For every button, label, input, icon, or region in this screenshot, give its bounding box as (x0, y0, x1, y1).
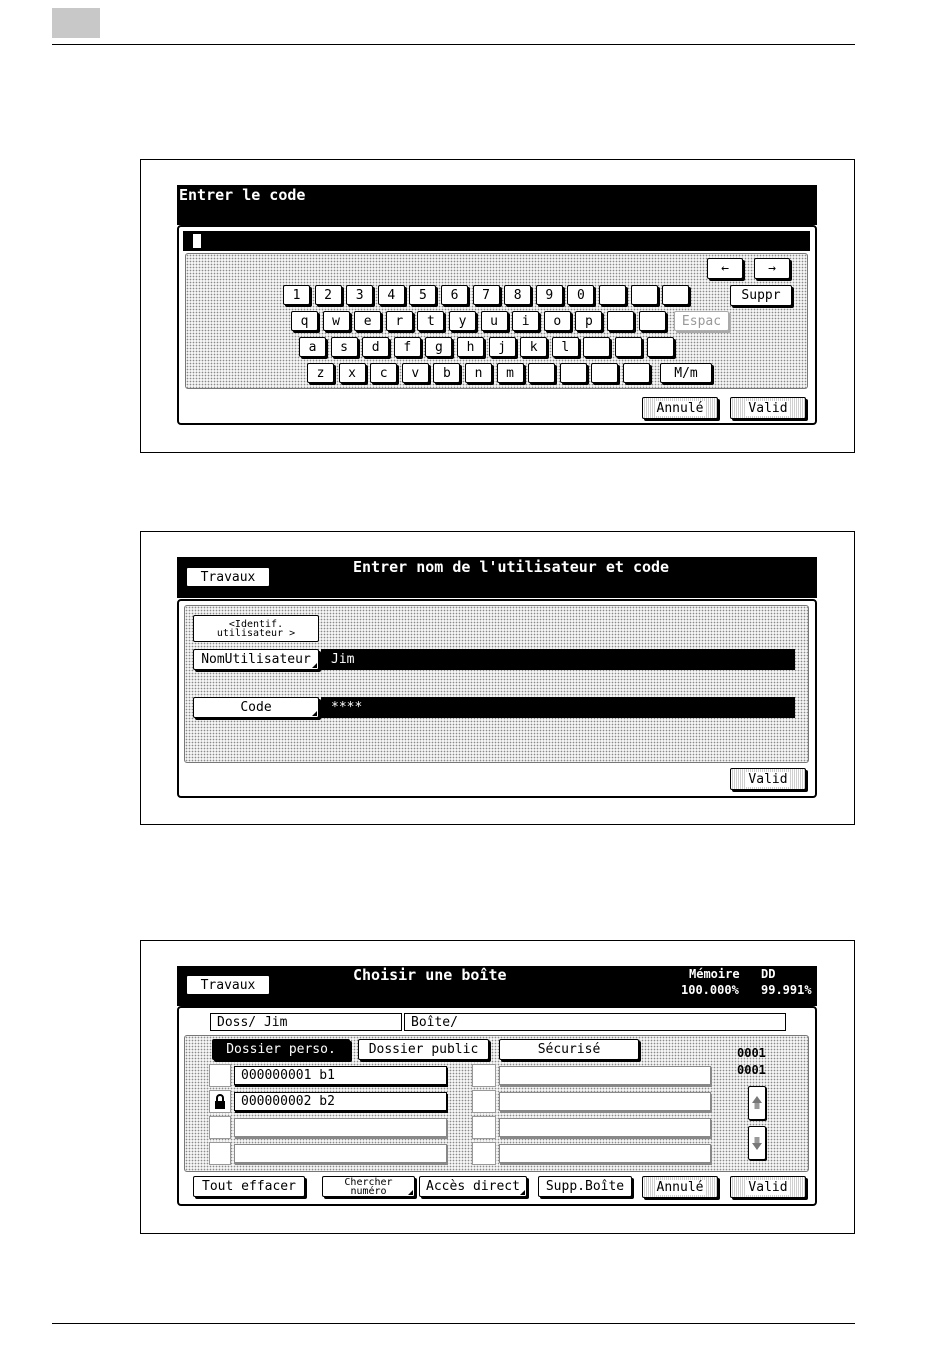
key-blank[interactable] (583, 337, 610, 357)
key-9[interactable]: 9 (536, 285, 563, 305)
key-v[interactable]: v (402, 363, 429, 383)
key-t[interactable]: t (417, 311, 444, 331)
key-a[interactable]: a (299, 337, 326, 357)
key-8[interactable]: 8 (504, 285, 531, 305)
direct-access-label: Accès direct (426, 1179, 520, 1194)
tab-public-label: Dossier public (368, 1042, 479, 1057)
key-u[interactable]: u (481, 311, 508, 331)
jobs-label: Travaux (200, 569, 256, 585)
suppr-label: Suppr (741, 288, 781, 303)
delete-box-label: Supp.Boîte (545, 1179, 625, 1194)
search-number-button[interactable] (322, 1176, 415, 1197)
key-4[interactable]: 4 (378, 285, 405, 305)
key-b[interactable]: b (433, 363, 460, 383)
box-panel (177, 1006, 817, 1206)
key-blank[interactable] (560, 363, 587, 383)
code-field[interactable] (321, 697, 795, 718)
ok-label: Valid (748, 400, 788, 416)
key-blank[interactable] (607, 311, 634, 331)
cursor-right-button[interactable] (754, 258, 790, 279)
code-input[interactable] (183, 231, 810, 251)
search-line2: numéro (350, 1185, 387, 1197)
key-blank[interactable] (599, 285, 626, 305)
box-slot-label: 000000001 b1 (241, 1068, 335, 1083)
box-slot[interactable] (234, 1092, 447, 1111)
key-blank[interactable] (662, 285, 689, 305)
key-0[interactable]: 0 (567, 285, 594, 305)
box-jobs-label: Travaux (200, 977, 256, 993)
arrow-up-icon (751, 1093, 763, 1113)
box-slot[interactable] (499, 1144, 711, 1163)
memory-value: 100.000% (681, 983, 739, 997)
page-current: 0001 (737, 1046, 766, 1060)
box-select-title: Choisir une boîte (353, 966, 507, 984)
user-auth-line2: utilisateur > (216, 627, 296, 639)
text-cursor (193, 234, 201, 248)
key-s[interactable]: s (331, 337, 358, 357)
lock-cell (472, 1142, 496, 1165)
page-total: 0001 (737, 1063, 766, 1077)
code-entry-title: Entrer le code (179, 186, 306, 204)
figure-user-login (140, 531, 855, 825)
key-x[interactable]: x (339, 363, 366, 383)
key-h[interactable]: h (457, 337, 484, 357)
memory-label: Mémoire (689, 967, 740, 981)
key-blank[interactable] (591, 363, 618, 383)
user-login-title: Entrer nom de l'utilisateur et code (353, 558, 670, 576)
box-slot[interactable] (234, 1144, 447, 1163)
code-value: **** (331, 700, 363, 715)
key-6[interactable]: 6 (441, 285, 468, 305)
keyboard-panel (177, 225, 817, 425)
tab-personal-label: Dossier perso. (226, 1042, 336, 1057)
box-ok-label: Valid (748, 1179, 788, 1195)
scroll-down-button[interactable] (748, 1126, 766, 1160)
box-path (404, 1013, 786, 1031)
lock-cell (209, 1090, 231, 1113)
space-label: Espac (681, 313, 722, 329)
direct-access-button[interactable] (419, 1176, 527, 1197)
case-toggle-button[interactable] (660, 363, 712, 383)
page-tab-marker (52, 8, 100, 38)
code-entry-screen (177, 185, 817, 427)
key-blank[interactable] (647, 337, 674, 357)
box-select-screen (177, 966, 817, 1208)
code-label: Code (240, 700, 272, 715)
username-field[interactable] (321, 649, 795, 670)
box-jobs-button[interactable] (186, 975, 270, 995)
folder-path-text: Doss/ Jim (217, 1014, 288, 1030)
header-rule (52, 44, 855, 45)
right-arrow-icon: → (768, 261, 776, 276)
key-i[interactable]: i (512, 311, 539, 331)
username-value: Jim (331, 652, 355, 667)
lock-cell (472, 1090, 496, 1113)
lock-cell (209, 1064, 231, 1087)
box-select-title-bar (177, 966, 817, 1006)
lock-icon (210, 1091, 230, 1112)
key-e[interactable]: e (354, 311, 381, 331)
box-cancel-button[interactable] (642, 1176, 718, 1198)
key-2[interactable]: 2 (315, 285, 342, 305)
lock-cell (209, 1116, 231, 1139)
cancel-label: Annulé (656, 400, 704, 416)
scroll-up-button[interactable] (748, 1086, 766, 1120)
key-blank[interactable] (631, 285, 658, 305)
clear-all-button[interactable] (193, 1176, 305, 1197)
ok-button[interactable] (730, 397, 806, 419)
key-k[interactable]: k (520, 337, 547, 357)
key-7[interactable]: 7 (473, 285, 500, 305)
lock-cell (209, 1142, 231, 1165)
tab-secure[interactable] (499, 1039, 639, 1060)
key-c[interactable]: c (370, 363, 397, 383)
suppr-button[interactable] (730, 285, 792, 306)
box-cancel-label: Annulé (656, 1179, 704, 1195)
key-y[interactable]: y (449, 311, 476, 331)
login-ok-button[interactable] (730, 768, 806, 790)
tab-personal-folder[interactable] (212, 1039, 350, 1060)
box-slot[interactable] (234, 1118, 447, 1137)
user-login-title-bar (177, 557, 817, 598)
tab-secure-label: Sécurisé (537, 1042, 601, 1057)
key-blank[interactable] (615, 337, 642, 357)
key-p[interactable]: p (575, 311, 602, 331)
box-slot-label: 000000002 b2 (241, 1094, 335, 1109)
dd-value: 99.991% (761, 983, 812, 997)
user-login-screen (177, 557, 817, 799)
box-slot[interactable] (499, 1092, 711, 1111)
key-n[interactable]: n (465, 363, 492, 383)
cancel-button[interactable] (642, 397, 718, 419)
username-label: NomUtilisateur (201, 652, 311, 667)
jobs-button[interactable] (186, 567, 270, 587)
tab-public-folder[interactable] (358, 1039, 489, 1060)
key-blank[interactable] (528, 363, 555, 383)
code-entry-title-bar (177, 185, 817, 225)
lock-cell (472, 1064, 496, 1087)
key-o[interactable]: o (544, 311, 571, 331)
cursor-left-button[interactable] (707, 258, 743, 279)
figure-box-select (140, 940, 855, 1234)
key-g[interactable]: g (425, 337, 452, 357)
space-button (674, 311, 729, 331)
key-z[interactable]: z (307, 363, 334, 383)
username-button[interactable] (193, 649, 319, 670)
login-ok-label: Valid (748, 771, 788, 787)
arrow-down-icon (751, 1133, 763, 1153)
key-m[interactable]: m (497, 363, 524, 383)
clear-all-label: Tout effacer (202, 1179, 296, 1194)
box-slot[interactable] (499, 1066, 711, 1085)
key-d[interactable]: d (362, 337, 389, 357)
key-r[interactable]: r (386, 311, 413, 331)
search-line1: Chercher (344, 1176, 393, 1188)
lock-cell (472, 1116, 496, 1139)
dd-label: DD (761, 967, 776, 981)
key-l[interactable]: l (552, 337, 579, 357)
login-panel (177, 599, 817, 798)
box-slot[interactable] (234, 1066, 447, 1085)
key-3[interactable]: 3 (346, 285, 373, 305)
key-q[interactable]: q (291, 311, 318, 331)
figure-code-entry (140, 159, 855, 453)
case-toggle-label: M/m (674, 365, 698, 381)
box-path-text: Boîte/ (411, 1014, 458, 1030)
key-w[interactable]: w (323, 311, 350, 331)
user-auth-tab[interactable] (193, 615, 319, 642)
key-f[interactable]: f (394, 337, 421, 357)
key-5[interactable]: 5 (409, 285, 436, 305)
box-ok-button[interactable] (730, 1176, 806, 1198)
footer-rule (52, 1323, 855, 1324)
left-arrow-icon: ← (721, 261, 729, 276)
delete-box-button[interactable] (538, 1176, 632, 1197)
user-auth-line1: <Identif. (228, 618, 284, 630)
folder-path (210, 1013, 402, 1031)
key-blank[interactable] (623, 363, 650, 383)
key-j[interactable]: j (489, 337, 516, 357)
key-1[interactable]: 1 (283, 285, 310, 305)
key-blank[interactable] (639, 311, 666, 331)
code-button[interactable] (193, 697, 319, 718)
box-slot[interactable] (499, 1118, 711, 1137)
